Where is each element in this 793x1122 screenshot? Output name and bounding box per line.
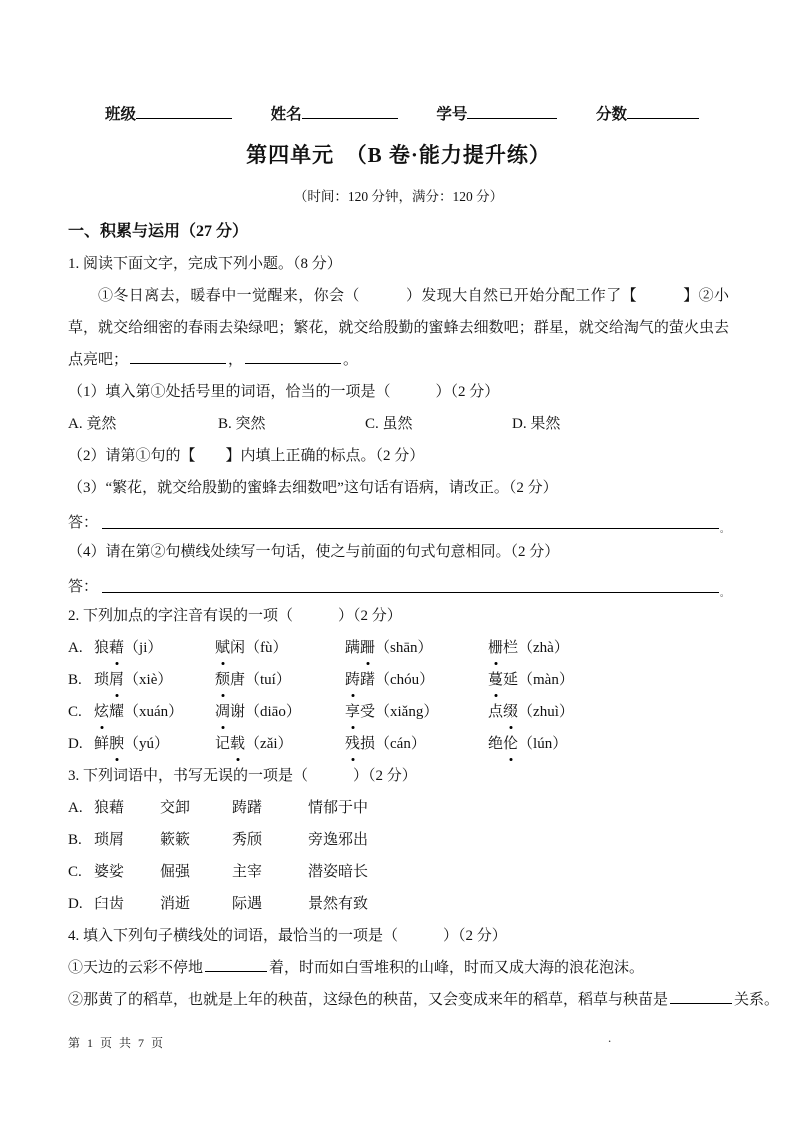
dotted-char: 颓 (215, 664, 230, 696)
passage-separator: ， (228, 352, 244, 368)
sentence-pre: ②那黄了的稻草，也就是上年的秧苗，这绿色的秧苗，又会变成来年的稻草，稻草与秧苗是 (68, 992, 669, 1008)
word-with-pinyin (94, 728, 215, 760)
answer-label: 答： (68, 515, 99, 531)
word-post: 躇（chóu） (360, 672, 435, 688)
word-pre: 琐 (94, 672, 110, 688)
word: 交卸 (160, 800, 191, 816)
q3-option-row-d (68, 888, 729, 920)
word: 消逝 (160, 896, 191, 912)
answer-end-mark: 。 (719, 524, 729, 534)
word-pre: 狼 (94, 640, 110, 656)
q2-option-row-d (68, 728, 729, 760)
header-field-score (596, 104, 699, 126)
word-post: 损（cán） (360, 736, 426, 752)
option-label: D. (68, 736, 83, 752)
q2-option-row-c (68, 696, 729, 728)
word: 簌簌 (160, 832, 191, 848)
word: 臼齿 (94, 896, 125, 912)
dotted-char: 残 (345, 728, 360, 760)
word-pre: 绝 (488, 736, 504, 752)
word-with-pinyin (94, 664, 215, 696)
word-with-pinyin (345, 728, 488, 760)
sentence-blank (205, 957, 267, 972)
word-with-pinyin (94, 632, 215, 664)
option-label: A. (68, 640, 83, 656)
word: 踌躇 (232, 800, 263, 816)
q1-sub3-answer-line (68, 504, 729, 536)
word-post: 谢（diāo） (230, 704, 301, 720)
dotted-char: 载 (230, 728, 245, 760)
q2-option-row-a (68, 632, 729, 664)
option-label: D. (68, 896, 83, 912)
word-with-pinyin (215, 632, 345, 664)
q4-sentence-1 (68, 952, 729, 984)
word: 秀颀 (232, 832, 263, 848)
word-post: （ji） (124, 640, 163, 656)
q1-sub2-stem: （2）请第①句的【 】内填上正确的标点。（2 分） (68, 448, 425, 464)
word: 狼藉 (94, 800, 125, 816)
word-post: 受（xiǎng） (360, 704, 439, 720)
dotted-char: 腴 (109, 728, 124, 760)
q3-option-row-c (68, 856, 729, 888)
word-post: 闲（fù） (230, 640, 288, 656)
word: 潜姿暗长 (308, 864, 369, 880)
name-blank-line (302, 104, 398, 119)
header-field-name (271, 104, 398, 126)
dotted-char: 栅 (488, 632, 503, 664)
answer-rule-line (102, 528, 719, 529)
q1-sub1-options (68, 408, 729, 440)
word: 际遇 (232, 896, 263, 912)
header-label-score: 分数 (595, 106, 627, 123)
answer-label: 答： (68, 579, 99, 595)
q3-option-row-b (68, 824, 729, 856)
q2-stem: 2. 下列加点的字注音有误的一项（ ）（2 分） (68, 608, 402, 624)
header-label-student-id: 学号 (436, 106, 468, 123)
answer-rule-line (102, 592, 719, 593)
word-post: （lún） (518, 736, 568, 752)
class-blank-line (136, 104, 232, 119)
word: 旁逸邪出 (308, 832, 369, 848)
word-pre: 点 (488, 704, 504, 720)
word-with-pinyin (345, 632, 488, 664)
sentence-post: 关系。 (734, 992, 780, 1008)
header-field-class (105, 104, 232, 126)
dotted-char: 蔓 (488, 664, 503, 696)
word-post: （zhuì） (518, 704, 574, 720)
word-post: 唐（tuí） (230, 672, 291, 688)
word-with-pinyin (215, 728, 345, 760)
header-field-student-id (436, 104, 557, 126)
reading-passage (68, 280, 729, 376)
q4-sentence-2 (68, 984, 780, 1016)
exam-time-score-info: （时间：120 分钟，满分：120 分） (293, 189, 504, 204)
word-pre: 记 (215, 736, 231, 752)
dotted-char: 凋 (215, 696, 230, 728)
word: 景然有致 (308, 896, 369, 912)
sentence-blank (670, 989, 732, 1004)
q3-stem: 3. 下列词语中，书写无误的一项是（ ）（2 分） (68, 768, 417, 784)
passage-text: ①冬日离去，暖春中一觉醒来，你会（ ）发现大自然已开始分配工作了【 】②小草，就交给细密的春雨去染绿吧；繁花，就交给殷勤的蜜蜂去细数吧；群星，就交给淘气的萤火虫去点亮吧； (68, 288, 729, 368)
dotted-char: 屑 (109, 664, 124, 696)
word-with-pinyin (215, 696, 345, 728)
passage-end-mark: 。 (343, 352, 359, 368)
dotted-char: 炫 (94, 696, 109, 728)
score-blank-line (627, 104, 699, 119)
q1-stem: 1. 阅读下面文字，完成下列小题。（8 分） (68, 256, 342, 272)
word-post: 栏（zhà） (503, 640, 569, 656)
word: 主宰 (232, 864, 263, 880)
student-id-blank-line (467, 104, 557, 119)
q1-sub4-answer-line (68, 568, 729, 600)
word-post: 延（màn） (503, 672, 574, 688)
dotted-char: 享 (345, 696, 360, 728)
word-with-pinyin (345, 696, 488, 728)
word-post: （xiè） (124, 672, 173, 688)
word-post: （zǎi） (245, 736, 293, 752)
header-fill-in-row (105, 104, 699, 126)
word-with-pinyin (488, 728, 567, 760)
word-post: 耀（xuán） (109, 704, 184, 720)
dotted-char: 跚 (360, 632, 375, 664)
dotted-char: 赋 (215, 632, 230, 664)
passage-blank-2 (245, 349, 341, 364)
word: 琐屑 (94, 832, 125, 848)
option-label: C. (68, 864, 82, 880)
word-post: （yú） (124, 736, 170, 752)
dotted-char: 藉 (109, 632, 124, 664)
page-title: 第四单元 （B 卷·能力提升练） (246, 143, 551, 167)
option-label: B. (68, 672, 82, 688)
stray-period-mark: . (608, 1030, 612, 1045)
section-heading: 一、积累与运用（27 分） (68, 223, 249, 240)
word-with-pinyin (215, 664, 345, 696)
answer-end-mark: 。 (719, 588, 729, 598)
q1-sub3-stem: （3）“繁花，就交给殷勤的蜜蜂去细数吧”这句话有语病，请改正。（2 分） (68, 480, 558, 496)
word-with-pinyin (345, 664, 488, 696)
header-label-class: 班级 (105, 106, 137, 123)
option-label: C. (68, 704, 82, 720)
dotted-char: 踌 (345, 664, 360, 696)
word-with-pinyin (488, 664, 574, 696)
option-d: D. 果然 (512, 416, 561, 432)
passage-blank-1 (130, 349, 226, 364)
q2-option-row-b (68, 664, 729, 696)
q4-stem: 4. 填入下列句子横线处的词语，最恰当的一项是（ ）（2 分） (68, 928, 507, 944)
sentence-post: 着，时而如白雪堆积的山峰，时而又成大海的浪花泡沫。 (269, 960, 645, 976)
option-b: B. 突然 (218, 416, 266, 432)
option-a: A. 竟然 (68, 416, 117, 432)
option-label: A. (68, 800, 83, 816)
option-label: B. (68, 832, 82, 848)
dotted-char: 缀 (503, 696, 518, 728)
word-pre: 蹒 (345, 640, 361, 656)
option-c: C. 虽然 (365, 416, 413, 432)
word: 婆娑 (94, 864, 125, 880)
sentence-pre: ①天边的云彩不停地 (68, 960, 204, 976)
header-label-name: 姓名 (270, 106, 302, 123)
word-with-pinyin (488, 632, 569, 664)
word-with-pinyin (94, 696, 215, 728)
dotted-char: 伦 (503, 728, 518, 760)
word: 倔强 (160, 864, 191, 880)
q1-sub1-stem: （1）填入第①处括号里的词语，恰当的一项是（ ）（2 分） (68, 384, 500, 400)
footer-page-number: 第 1 页 共 7 页 (68, 1036, 166, 1050)
q1-sub4-stem: （4）请在第②句横线处续写一句话，使之与前面的句式句意相同。（2 分） (68, 544, 560, 560)
word-pre: 鲜 (94, 736, 110, 752)
word-with-pinyin (488, 696, 574, 728)
word-post: （shān） (375, 640, 433, 656)
word: 情郁于中 (308, 800, 369, 816)
q3-option-row-a (68, 792, 729, 824)
